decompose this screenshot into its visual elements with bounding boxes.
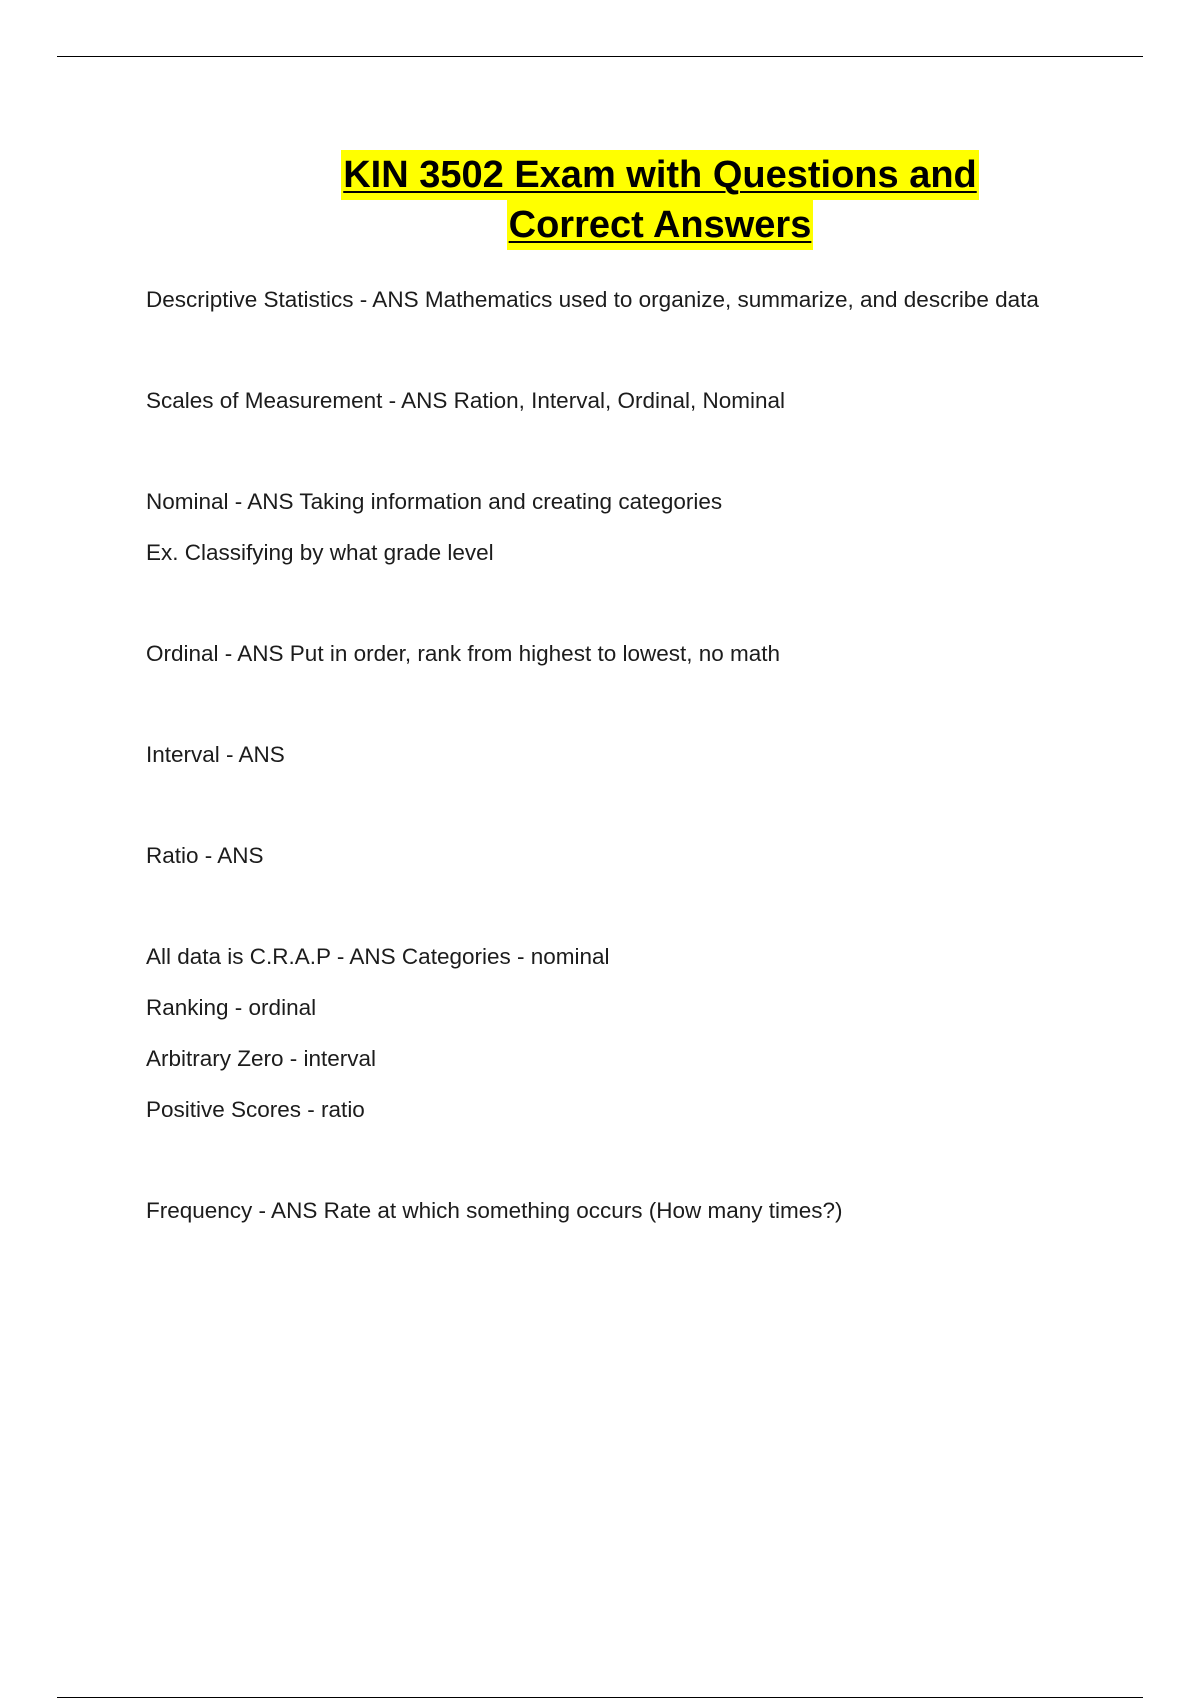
qa-entry-ordinal <box>146 639 1146 669</box>
qa-line: Ranking - ordinal <box>146 995 317 1020</box>
footer-rule <box>57 1697 1143 1698</box>
title-line-2: Correct Answers <box>507 200 814 250</box>
qa-line: Ratio - ANS <box>146 843 264 868</box>
qa-line: Interval - ANS <box>146 742 285 767</box>
qa-line: All data is C.R.A.P - ANS Categories - nominal <box>146 944 610 969</box>
qa-line: Nominal - ANS Taking information and creating categories <box>146 489 723 514</box>
qa-entry-frequency <box>146 1196 1146 1226</box>
qa-entry-scales-of-measurement <box>146 386 1146 416</box>
document-title <box>0 150 1200 250</box>
qa-entry-interval <box>146 740 1146 770</box>
qa-entry-crap <box>146 942 1146 1125</box>
title-line-1: KIN 3502 Exam with Questions and <box>341 150 979 200</box>
header-rule <box>57 56 1143 57</box>
qa-line: Ordinal - ANS Put in order, rank from highest to lowest, no math <box>146 641 781 666</box>
qa-line: Arbitrary Zero - interval <box>146 1046 377 1071</box>
qa-line: Descriptive Statistics - ANS Mathematics used to organize, summarize, and describe data <box>146 287 1039 312</box>
qa-line: Ex. Classifying by what grade level <box>146 540 494 565</box>
qa-entry-descriptive-statistics <box>146 285 1146 315</box>
qa-line: Positive Scores - ratio <box>146 1097 365 1122</box>
qa-entry-nominal <box>146 487 1146 568</box>
qa-list <box>146 285 1146 1226</box>
qa-line: Frequency - ANS Rate at which something occurs (How many times?) <box>146 1198 843 1223</box>
qa-line: Scales of Measurement - ANS Ration, Interval, Ordinal, Nominal <box>146 388 786 413</box>
qa-entry-ratio <box>146 841 1146 871</box>
